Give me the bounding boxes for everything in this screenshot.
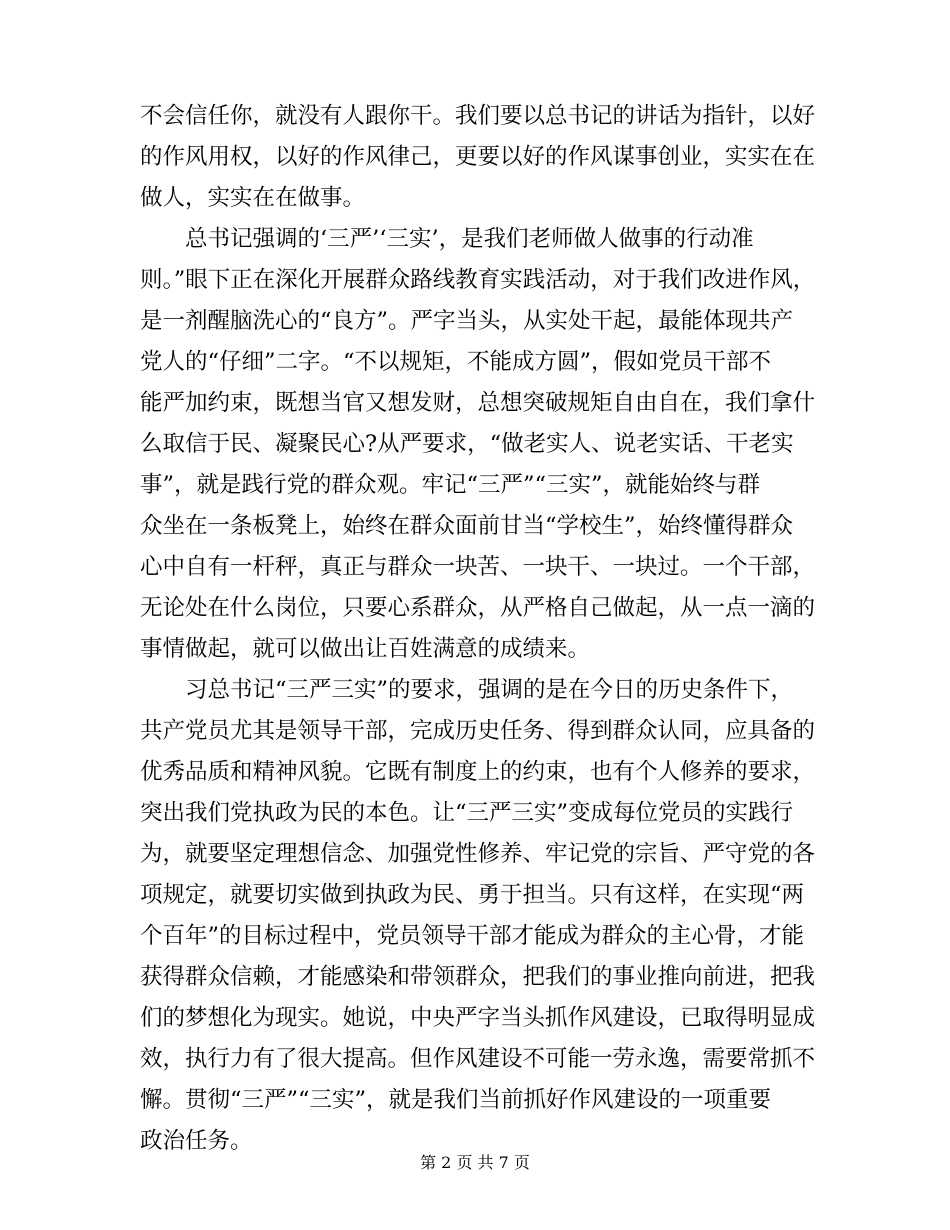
body-text-line: 突出我们党执政为民的本色。让“三严三实”变成每位党员的实践行 [140, 800, 794, 826]
body-text-line: 无论处在什么岗位，只要心系群众，从严格自己做起，从一点一滴的 [140, 595, 816, 621]
body-text-line: 效，执行力有了很大提高。但作风建设不可能一劳永逸，需要常抓不 [140, 1046, 816, 1072]
body-text-line: 则。”眼下正在深化开展群众路线教育实践活动，对于我们改进作风， [140, 267, 816, 293]
page-number-footer: 第 2 页 共 7 页 [420, 1153, 530, 1172]
body-text-line: 共产党员尤其是领导干部，完成历史任务、得到群众认同，应具备的 [140, 718, 816, 744]
body-text-line: 政治任务。 [140, 1128, 253, 1154]
body-text-line: 懈。贯彻“三严”“三实”，就是我们当前抓好作风建设的一项重要 [140, 1087, 772, 1113]
body-text-line: 心中自有一杆秤，真正与群众一块苦、一块干、一块过。一个干部， [140, 554, 816, 580]
body-text-line: 是一剂醒脑洗心的“良方”。严字当头，从实处干起，最能体现共产 [140, 308, 794, 334]
body-text-line: 事”，就是践行党的群众观。牢记“三严”“三实”，就能始终与群 [140, 472, 761, 498]
body-text-line: 项规定，就要切实做到执政为民、勇于担当。只有这样，在实现“两 [140, 882, 805, 908]
body-text-line: 个百年”的目标过程中，党员领导干部才能成为群众的主心骨，才能 [140, 923, 805, 949]
body-text-line: 们的梦想化为现实。她说，中央严字当头抓作风建设，已取得明显成 [140, 1005, 816, 1031]
body-text-line: 不会信任你，就没有人跟你干。我们要以总书记的讲话为指针，以好 [140, 103, 816, 129]
body-text-line: 为，就要坚定理想信念、加强党性修养、牢记党的宗旨、严守党的各 [140, 841, 816, 867]
body-text-line: 优秀品质和精神风貌。它既有制度上的约束，也有个人修养的要求， [140, 759, 816, 785]
body-text-line: 总书记强调的‘三严’‘三实’，是我们老师做人做事的行动准 [185, 226, 754, 252]
body-text-line: 获得群众信赖，才能感染和带领群众，把我们的事业推向前进，把我 [140, 964, 816, 990]
body-text-line: 党人的“仔细”二字。“不以规矩，不能成方圆”，假如党员干部不 [140, 349, 772, 375]
body-text-line: 众坐在一条板凳上，始终在群众面前甘当“学校生”，始终懂得群众 [140, 513, 794, 539]
body-text-line: 做人，实实在在做事。 [140, 185, 366, 211]
body-text-line: 么取信于民、凝聚民心?从严要求，“做老实人、说老实话、干老实 [140, 431, 794, 457]
body-text-line: 事情做起，就可以做出让百姓满意的成绩来。 [140, 636, 591, 662]
body-text-line: 能严加约束，既想当官又想发财，总想突破规矩自由自在，我们拿什 [140, 390, 816, 416]
body-text-line: 的作风用权，以好的作风律己，更要以好的作风谋事创业，实实在在 [140, 144, 816, 170]
body-text-line: 习总书记“三严三实”的要求，强调的是在今日的历史条件下， [185, 677, 794, 703]
